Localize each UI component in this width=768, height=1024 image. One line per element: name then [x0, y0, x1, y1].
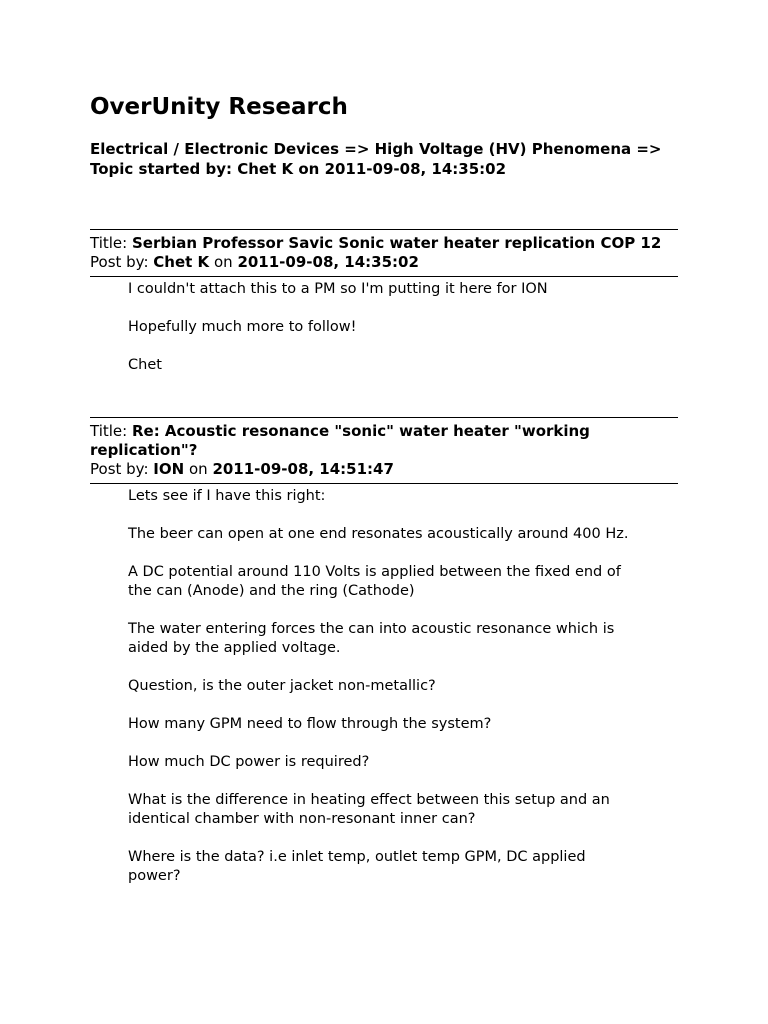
post-header [90, 418, 678, 483]
topic-started-line [90, 159, 678, 179]
topic-started-label: Topic started by: [90, 160, 232, 178]
post-paragraph: Chet [128, 357, 162, 373]
post-title: Serbian Professor Savic Sonic water heater replication COP 12 [131, 234, 662, 252]
post-paragraph: Lets see if I have this right: [128, 488, 326, 504]
post-by-label: Post by: [90, 253, 149, 271]
post-on-label: on [188, 460, 208, 478]
post-on-label: on [213, 253, 233, 271]
breadcrumb: Electrical / Electronic Devices => High Voltage (HV) Phenomena => [90, 140, 662, 158]
topic-started-on: on [298, 160, 320, 178]
topic-started-author: Chet K [237, 160, 294, 178]
post [90, 417, 678, 905]
post-title-line [90, 422, 678, 460]
post [90, 229, 678, 394]
post-author: ION [153, 460, 185, 478]
post-title-label: Title: [90, 234, 128, 252]
topic-header [90, 139, 678, 179]
post-paragraph: I couldn't attach this to a PM so I'm putting it here for ION [128, 281, 548, 297]
post-date: 2011-09-08, 14:35:02 [237, 253, 419, 271]
post-title-line [90, 234, 678, 253]
post-author: Chet K [153, 253, 210, 271]
post-paragraph: A DC potential around 110 Volts is applied between the fixed end of the can (Anode) and the ring (Cathode) [128, 564, 621, 599]
post-title-label: Title: [90, 422, 128, 440]
post-by-line [90, 253, 678, 272]
post-header [90, 230, 678, 276]
post-paragraph: How many GPM need to flow through the system? [128, 716, 492, 732]
post-date: 2011-09-08, 14:51:47 [212, 460, 394, 478]
post-title: Re: Acoustic resonance "sonic" water heater "working replication"? [90, 422, 590, 459]
post-paragraph: The beer can open at one end resonates acoustically around 400 Hz. [128, 526, 629, 542]
site-title: OverUnity Research [90, 94, 348, 120]
post-by-label: Post by: [90, 460, 149, 478]
post-body [90, 277, 634, 375]
post-paragraph: The water entering forces the can into acoustic resonance which is aided by the applied voltage. [128, 621, 615, 656]
post-paragraph: Hopefully much more to follow! [128, 319, 357, 335]
post-paragraph: What is the difference in heating effect between this setup and an identical chamber with non-resonant inner can? [128, 792, 610, 827]
post-by-line [90, 460, 678, 479]
post-paragraph: Where is the data? i.e inlet temp, outlet temp GPM, DC applied power? [128, 849, 586, 884]
post-body [90, 484, 634, 886]
post-paragraph: How much DC power is required? [128, 754, 370, 770]
post-paragraph: Question, is the outer jacket non-metallic? [128, 678, 436, 694]
topic-started-date: 2011-09-08, 14:35:02 [324, 160, 507, 178]
